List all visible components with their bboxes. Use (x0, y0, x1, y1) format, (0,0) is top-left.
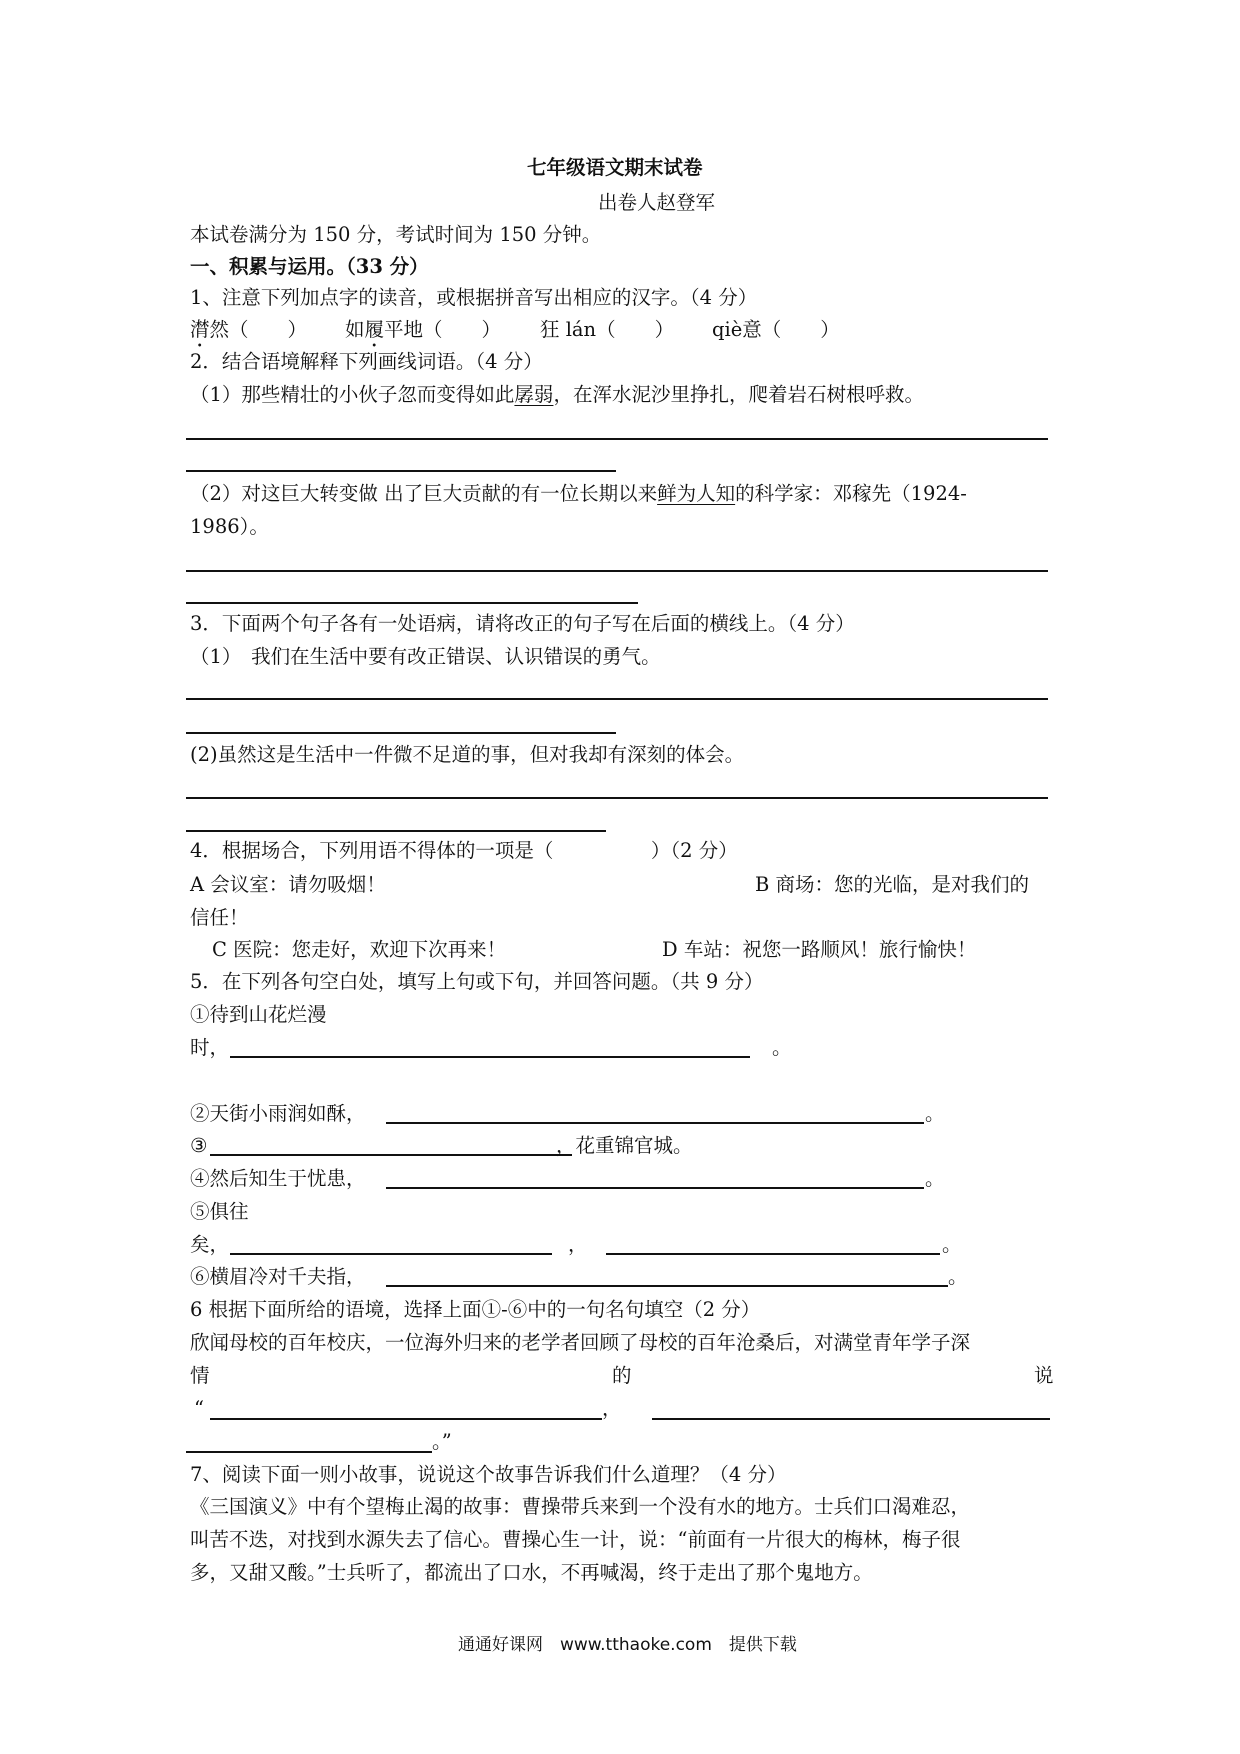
q1-item-4: qiè意（ ） (712, 318, 840, 341)
fill-blank (230, 1056, 750, 1058)
poem-line-6-end: 。 (948, 1265, 968, 1288)
q5-stem: 5．在下列各句空白处，填写上句或下句，并回答问题。（共 9 分） (190, 970, 764, 993)
poem-line-2-end: 。 (925, 1102, 945, 1125)
q7-paragraph-line: 叫苦不迭，对找到水源失去了信心。曹操心生一计，说：“前面有一片很大的梅林，梅子很 (190, 1528, 961, 1551)
answer-line (186, 732, 616, 734)
q4-stem: 4．根据场合，下列用语不得体的一项是（ ）（2 分） (190, 839, 738, 862)
dotted-char: 潸 (190, 318, 210, 341)
answer-line (186, 830, 606, 832)
answer-line (186, 602, 638, 604)
q2-sentence-1: （1）那些精壮的小伙子忽而变得如此孱弱，在浑水泥沙里挣扎，爬着岩石树根呼救。 (190, 383, 924, 406)
q2-sentence-2: （2）对这巨大转变做 出了巨大贡献的有一位长期以来鲜为人知的科学家：邓稼先（1924- (190, 482, 967, 505)
answer-line (186, 797, 1048, 799)
fill-blank (386, 1285, 948, 1287)
section-heading: 一、积累与运用。（33 分） (190, 255, 429, 278)
q4-option-b: B 商场：您的光临，是对我们的 (755, 873, 1030, 896)
fill-blank (606, 1253, 940, 1255)
footer-credit: 通通好课网 www.tthaoke.com 提供下载 (458, 1635, 797, 1655)
page-title: 七年级语文期末试卷 (527, 156, 703, 179)
q3-sentence-1: （1） 我们在生活中要有改正错误、认识错误的勇气。 (190, 645, 661, 668)
answer-line (186, 570, 1048, 572)
q6-context-word: 的 (612, 1364, 632, 1387)
poem-line-3: ③ (190, 1134, 208, 1157)
q4-option-c: C 医院：您走好，欢迎下次再来！ (212, 938, 507, 961)
poem-line-5-comma: ， (568, 1233, 588, 1256)
fill-blank (186, 1451, 432, 1453)
q7-stem: 7、阅读下面一则小故事，说说这个故事告诉我们什么道理？（4 分） (190, 1463, 787, 1486)
author-line: 出卷人赵登军 (598, 191, 716, 214)
q6-close-quote: 。” (432, 1430, 452, 1453)
q2-sentence-2-cont: 1986）。 (190, 515, 269, 538)
poem-line-1: ①待到山花烂漫 (190, 1003, 327, 1026)
q6-context: 欣闻母校的百年校庆，一位海外归来的老学者回顾了母校的百年沧桑后，对满堂青年学子深 (190, 1331, 971, 1354)
q2-stem: 2．结合语境解释下列画线词语。（4 分） (190, 350, 543, 373)
poem-line-5-end: 。 (942, 1233, 962, 1256)
q6-open-quote: “ (194, 1397, 204, 1420)
exam-intro: 本试卷满分为 150 分，考试时间为 150 分钟。 (190, 223, 602, 246)
q1-item-3: 狂 lán（ ） (540, 318, 675, 341)
poem-line-2: ②天街小雨润如酥， (190, 1102, 366, 1125)
underlined-word: 鲜为人知 (657, 482, 736, 505)
q7-paragraph-line: 《三国演义》中有个望梅止渴的故事：曹操带兵来到一个没有水的地方。士兵们口渴难忍， (190, 1495, 971, 1518)
q4-option-a: A 会议室：请勿吸烟！ (190, 873, 386, 896)
underlined-word: 孱弱 (514, 383, 554, 406)
fill-blank (210, 1418, 602, 1420)
fill-blank (210, 1154, 572, 1156)
poem-line-5-cont: 矣， (190, 1233, 230, 1256)
q3-stem: 3．下面两个句子各有一处语病，请将改正的句子写在后面的横线上。（4 分） (190, 612, 855, 635)
q4-option-b-cont: 信任！ (190, 906, 249, 929)
q1-stem: 1、注意下列加点字的读音，或根据拼音写出相应的汉字。（4 分） (190, 286, 758, 309)
q4-option-d: D 车站：祝您一路顺风！旅行愉快！ (662, 938, 977, 961)
dotted-char: 履 (364, 318, 385, 341)
q6-stem: 6 根据下面所给的语境，选择上面①-⑥中的一句名句填空（2 分） (190, 1298, 761, 1321)
fill-blank (386, 1122, 924, 1124)
poem-line-1-cont: 时， (190, 1036, 230, 1059)
poem-line-6: ⑥横眉冷对千夫指， (190, 1265, 366, 1288)
poem-line-5: ⑤俱往 (190, 1200, 249, 1223)
q3-sentence-2: (2)虽然这是生活中一件微不足道的事，但对我却有深刻的体会。 (190, 743, 745, 766)
answer-line (186, 438, 1048, 440)
fill-blank (652, 1418, 1050, 1420)
q7-paragraph-line: 多，又甜又酸。”士兵听了，都流出了口水，不再喊渴，终于走出了那个鬼地方。 (190, 1561, 873, 1584)
q6-context-word: 说 (1034, 1364, 1054, 1387)
fill-blank (230, 1253, 552, 1255)
answer-line (186, 698, 1048, 700)
poem-line-3-cont: ，花重锦官城。 (556, 1134, 693, 1157)
poem-line-4-end: 。 (925, 1167, 945, 1190)
q1-item-2: 如履平地（ ） (345, 318, 502, 341)
poem-line-1-end: 。 (772, 1036, 792, 1059)
q6-comma: ， (602, 1397, 622, 1420)
fill-blank (386, 1187, 924, 1189)
q6-context-word: 情 (190, 1364, 210, 1387)
answer-line (186, 470, 616, 472)
poem-line-4: ④然后知生于忧患， (190, 1167, 366, 1190)
q1-item-1: 潸然（ ） (190, 318, 308, 341)
